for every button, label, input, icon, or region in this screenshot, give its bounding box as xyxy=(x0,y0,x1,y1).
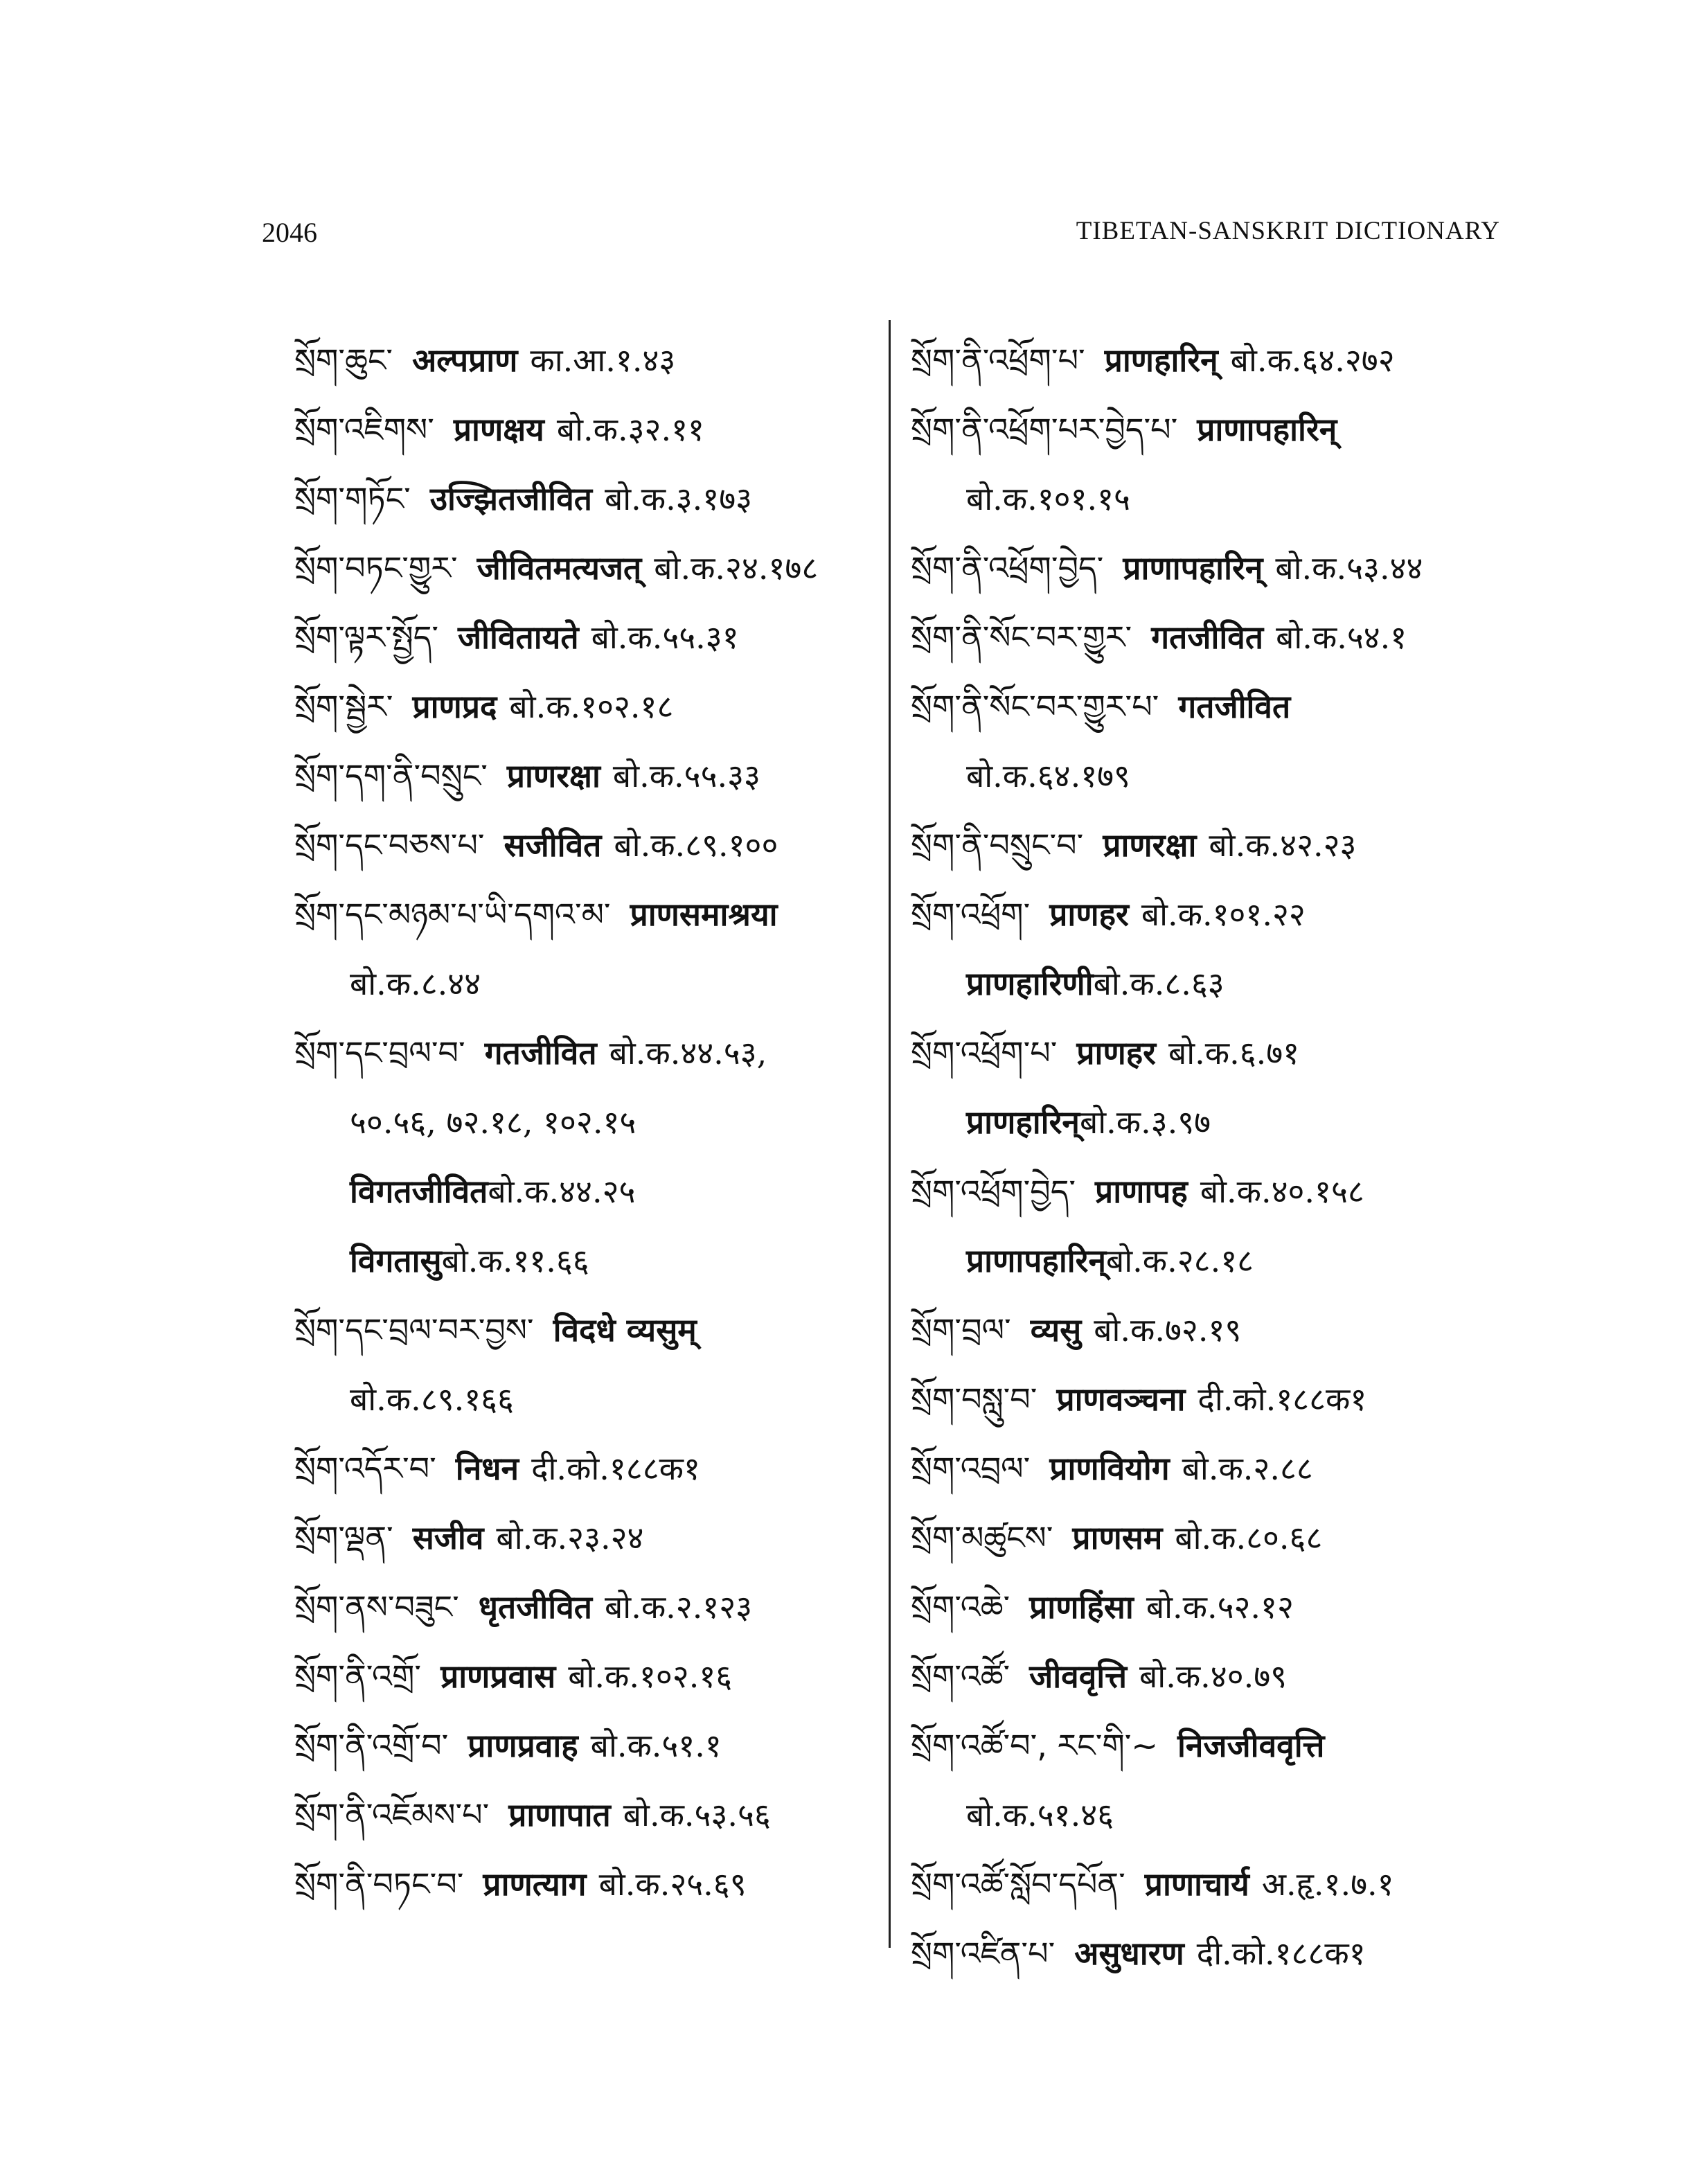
sanskrit-equivalent: व्यसु xyxy=(1030,1311,1082,1349)
source-reference: बो.क.१०१.१५ xyxy=(966,480,1130,517)
page-header xyxy=(0,216,1701,258)
source-reference: बो.क.४४.२५ xyxy=(488,1173,636,1210)
dictionary-entry-continuation xyxy=(911,1226,1527,1295)
tibetan-headword: སྲོག་ཆུང་ xyxy=(294,341,393,379)
dictionary-entry xyxy=(294,1018,869,1087)
tibetan-headword: སྲོག་བྲལ་ xyxy=(911,1311,1011,1349)
dictionary-entry-continuation xyxy=(294,1226,869,1295)
source-reference: बो.क.५५.३३ xyxy=(612,757,760,794)
dictionary-entry xyxy=(911,1642,1527,1711)
sanskrit-equivalent: प्राणापह xyxy=(1095,1173,1188,1210)
tibetan-headword: སྲོག་བཏང་གྱུར་ xyxy=(294,549,458,587)
source-reference: बो.क.५३.४४ xyxy=(1275,549,1423,587)
dictionary-entry xyxy=(294,603,869,672)
dictionary-entry-continuation xyxy=(911,949,1527,1018)
dictionary-entry-continuation xyxy=(911,741,1527,810)
tibetan-headword: སྲོག་ནི་འཕྲོག་བྱེད་ xyxy=(911,549,1104,587)
source-reference: बो.क.८९.१६६ xyxy=(350,1380,514,1418)
sanskrit-equivalent: प्राणापहारिन् xyxy=(1197,411,1337,448)
sanskrit-equivalent: गतजीवित xyxy=(1178,688,1291,725)
tibetan-headword: སྲོག་ནི་སོང་བར་གྱུར་ xyxy=(911,619,1132,656)
dictionary-entry xyxy=(911,672,1527,741)
dictionary-entry xyxy=(294,1642,869,1711)
dictionary-entry xyxy=(911,1365,1527,1434)
tibetan-headword: སྲོག་འཛིན་པ་ xyxy=(911,1935,1056,1972)
sanskrit-equivalent: सजीव xyxy=(412,1519,484,1556)
dictionary-entry xyxy=(294,672,869,741)
dictionary-entry xyxy=(911,533,1527,603)
dictionary-entry xyxy=(294,1711,869,1780)
sanskrit-equivalent: उज्झितजीवित xyxy=(429,480,592,517)
source-reference: बो.क.६.७१ xyxy=(1168,1034,1300,1072)
dictionary-entry xyxy=(294,741,869,810)
source-reference: बो.क.४०.१५८ xyxy=(1200,1173,1364,1210)
tibetan-headword: སྲོག་འཚོ་སློབ་དཔོན་ xyxy=(911,1865,1125,1903)
source-reference: बो.क.११.६६ xyxy=(441,1242,589,1279)
tibetan-headword: སྲོག་དག་ནི་བསྲུང་ xyxy=(294,757,488,794)
tibetan-headword: སྲོག་གཏོང་ xyxy=(294,480,411,517)
sanskrit-equivalent: प्राणसम xyxy=(1072,1519,1163,1556)
source-reference: बो.क.५३.५६ xyxy=(623,1796,771,1834)
sanskrit-equivalent: प्राणप्रवास xyxy=(440,1658,556,1695)
source-reference: दी.को.१८८क१ xyxy=(531,1450,700,1487)
tibetan-headword: སྲོག་མཚུངས་ xyxy=(911,1519,1053,1556)
sanskrit-equivalent: प्राणप्रद xyxy=(412,688,497,725)
tibetan-headword: སྲོག་ནི་འཕྲོག་པར་བྱེད་པ་ xyxy=(911,411,1178,448)
source-reference: बो.क.२५.६९ xyxy=(598,1865,747,1903)
dictionary-entry xyxy=(911,880,1527,949)
sanskrit-equivalent: अल्पप्राण xyxy=(412,341,518,379)
source-reference: बो.क.३.९७ xyxy=(1079,1103,1211,1141)
dictionary-entry xyxy=(911,395,1527,464)
tibetan-headword: སྲོག་ནི་འགྲོ་ xyxy=(294,1658,422,1695)
dictionary-entry xyxy=(911,810,1527,880)
source-reference: बो.क.४४.५३, xyxy=(609,1034,767,1072)
dictionary-entry xyxy=(911,1919,1527,1988)
sanskrit-equivalent: असुधारण xyxy=(1074,1935,1184,1972)
tibetan-headword: སྲོག་ནི་འགྲོ་བ་ xyxy=(294,1727,449,1764)
sanskrit-equivalent: प्राणहारिणी xyxy=(966,965,1094,1002)
sanskrit-equivalent: जीववृत्ति xyxy=(1029,1658,1128,1695)
dictionary-entry xyxy=(911,603,1527,672)
sanskrit-equivalent: प्राणहर xyxy=(1049,896,1129,933)
sanskrit-equivalent: गतजीवित xyxy=(484,1034,597,1072)
source-reference: बो.क.२८.१८ xyxy=(1106,1242,1254,1279)
dictionary-entry xyxy=(294,810,869,880)
tibetan-headword: སྲོག་ལྟར་སྤྱོད་ xyxy=(294,619,439,656)
tibetan-headword: སྲོག་ནི་སོང་བར་གྱུར་པ་ xyxy=(911,688,1159,725)
source-reference: बो.क.५४.१ xyxy=(1276,619,1407,656)
dictionary-entry-continuation xyxy=(911,464,1527,533)
sanskrit-equivalent: विदधे व्यसुम् xyxy=(553,1311,697,1349)
tibetan-headword: སྲོག་ལྡན་ xyxy=(294,1519,393,1556)
sanskrit-equivalent: प्राणापात xyxy=(508,1796,611,1834)
sanskrit-equivalent: प्राणसमाश्रया xyxy=(630,896,778,933)
tibetan-headword: སྲོག་འདོར་བ་ xyxy=(294,1450,436,1487)
tibetan-headword: སྲོག་དང་བྲལ་བར་བྱས་ xyxy=(294,1311,534,1349)
sanskrit-equivalent: प्राणहारिन् xyxy=(1104,341,1218,379)
source-reference: बो.क.४०.७९ xyxy=(1139,1658,1288,1695)
sanskrit-equivalent: प्राणहारिन् xyxy=(966,1103,1080,1141)
source-reference: बो.क.८.६३ xyxy=(1093,965,1224,1002)
running-head: TIBETAN-SANSKRIT DICTIONARY xyxy=(1076,217,1500,245)
tibetan-headword: སྲོག་ནི་འཕྲོག་པ་ xyxy=(911,341,1085,379)
sanskrit-equivalent: प्राणापहारिन् xyxy=(1123,549,1263,587)
sanskrit-equivalent: प्राणवञ्चना xyxy=(1056,1380,1186,1418)
dictionary-entry xyxy=(294,1849,869,1919)
dictionary-entry xyxy=(911,1434,1527,1503)
source-reference: बो.क.४२.२३ xyxy=(1209,826,1357,864)
source-reference: बो.क.३.१७३ xyxy=(605,480,753,517)
right-column xyxy=(911,326,1527,1988)
tibetan-headword: སྲོག་འབྲལ་ xyxy=(911,1450,1031,1487)
sanskrit-equivalent: प्राणाचार्य xyxy=(1144,1865,1249,1903)
sanskrit-equivalent: प्राणक्षय xyxy=(453,411,544,448)
dictionary-entry xyxy=(911,1849,1527,1919)
tibetan-headword: སྲོག་ནི་འཇོམས་པ་ xyxy=(294,1796,490,1834)
tibetan-headword: སྲོག་འཕྲོག་བྱེད་ xyxy=(911,1173,1076,1210)
tibetan-headword: སྲོག་སྦྱེར་ xyxy=(294,688,393,725)
source-reference: बो.क.१०१.२२ xyxy=(1141,896,1306,933)
tibetan-headword: སྲོག་འཆེ་ xyxy=(911,1588,1010,1626)
dictionary-entry xyxy=(294,880,869,949)
source-reference: बो.क.८९.१०० xyxy=(614,826,778,864)
dictionary-entry-continuation xyxy=(911,1780,1527,1849)
dictionary-entry xyxy=(911,1711,1527,1780)
dictionary-entry xyxy=(911,1018,1527,1087)
tibetan-headword: སྲོག་དང་བཅས་པ་ xyxy=(294,826,485,864)
left-column xyxy=(294,326,869,1919)
source-reference: ५०.५६, ७२.१८, १०२.१५ xyxy=(350,1103,636,1141)
source-reference: बो.क.५१.४६ xyxy=(966,1796,1114,1834)
sanskrit-equivalent: विगतासु xyxy=(350,1242,442,1279)
sanskrit-equivalent: प्राणहर xyxy=(1076,1034,1156,1072)
tibetan-headword: སྲོག་འཕྲོག་ xyxy=(911,896,1031,933)
source-reference: दी.को.१८८क१ xyxy=(1196,1935,1366,1972)
dictionary-entry xyxy=(294,1503,869,1572)
source-reference: बो.क.६४.१७९ xyxy=(966,757,1130,794)
dictionary-entry-continuation xyxy=(911,1087,1527,1157)
source-reference: बो.क.१०२.१८ xyxy=(509,688,674,725)
dictionary-entry xyxy=(911,1503,1527,1572)
source-reference: का.आ.१.४३ xyxy=(530,341,676,379)
dictionary-entry xyxy=(294,464,869,533)
dictionary-entry xyxy=(294,395,869,464)
tibetan-headword: སྲོག་འཚོ་བ་, རང་གི་~ xyxy=(911,1727,1158,1764)
sanskrit-equivalent: विगतजीवित xyxy=(350,1173,488,1210)
page-number: 2046 xyxy=(262,217,317,248)
dictionary-entry xyxy=(294,533,869,603)
source-reference: बो.क.५१.१ xyxy=(590,1727,722,1764)
sanskrit-equivalent: सजीवित xyxy=(504,826,602,864)
dictionary-entry xyxy=(294,1434,869,1503)
source-reference: बो.क.२.१२३ xyxy=(605,1588,753,1626)
tibetan-headword: སྲོག་བསླུ་བ་ xyxy=(911,1380,1037,1418)
source-reference: अ.हृ.१.७.१ xyxy=(1261,1865,1394,1903)
dictionary-entry-continuation xyxy=(294,1157,869,1226)
tibetan-headword: སྲོག་འཇིགས་ xyxy=(294,411,434,448)
source-reference: बो.क.१०२.१६ xyxy=(568,1658,733,1695)
sanskrit-equivalent: प्राणहिंसा xyxy=(1029,1588,1134,1626)
source-reference: बो.क.८.४४ xyxy=(350,965,481,1002)
tibetan-headword: སྲོག་དང་མཉམ་པ་ཡི་དགའ་མ་ xyxy=(294,896,611,933)
sanskrit-equivalent: निधन xyxy=(455,1450,519,1487)
source-reference: बो.क.५२.१२ xyxy=(1146,1588,1294,1626)
dictionary-entry-continuation xyxy=(294,1087,869,1157)
source-reference: बो.क.६४.२७२ xyxy=(1230,341,1395,379)
column-divider xyxy=(889,320,891,1948)
dictionary-entry xyxy=(294,1780,869,1849)
dictionary-entry-continuation xyxy=(294,1365,869,1434)
tibetan-headword: སྲོག་ནི་བཏང་བ་ xyxy=(294,1865,464,1903)
source-reference: बो.क.२४.१७८ xyxy=(654,549,819,587)
source-reference: बो.क.३२.११ xyxy=(556,411,704,448)
tibetan-headword: སྲོག་འཚོ་ xyxy=(911,1658,1010,1695)
sanskrit-equivalent: प्राणापहारिन् xyxy=(966,1242,1106,1279)
sanskrit-equivalent: गतजीवित xyxy=(1151,619,1264,656)
sanskrit-equivalent: जीवितायते xyxy=(458,619,579,656)
dictionary-entry xyxy=(911,1295,1527,1365)
sanskrit-equivalent: प्राणवियोग xyxy=(1049,1450,1170,1487)
dictionary-entry-continuation xyxy=(294,949,869,1018)
sanskrit-equivalent: प्राणरक्षा xyxy=(506,757,600,794)
dictionary-entry xyxy=(911,326,1527,395)
source-reference: बो.क.२३.२४ xyxy=(496,1519,644,1556)
source-reference: दी.को.१८८क१ xyxy=(1197,1380,1367,1418)
tibetan-headword: སྲོག་ནི་བསྲུང་བ་ xyxy=(911,826,1084,864)
dictionary-entry xyxy=(294,326,869,395)
dictionary-entry xyxy=(911,1572,1527,1642)
sanskrit-equivalent: प्राणत्याग xyxy=(483,1865,587,1903)
sanskrit-equivalent: जीवितमत्यजत् xyxy=(477,549,642,587)
tibetan-headword: སྲོག་ནས་བཟུང་ xyxy=(294,1588,459,1626)
dictionary-entry xyxy=(911,1157,1527,1226)
dictionary-entry xyxy=(294,1572,869,1642)
sanskrit-equivalent: धृतजीवित xyxy=(478,1588,593,1626)
source-reference: बो.क.२.८८ xyxy=(1182,1450,1313,1487)
tibetan-headword: སྲོག་དང་བྲལ་བ་ xyxy=(294,1034,465,1072)
tibetan-headword: སྲོག་འཕྲོག་པ་ xyxy=(911,1034,1058,1072)
source-reference: बो.क.५५.३१ xyxy=(591,619,739,656)
source-reference: बो.क.८०.६८ xyxy=(1175,1519,1323,1556)
sanskrit-equivalent: निजजीववृत्ति xyxy=(1177,1727,1325,1764)
dictionary-entry xyxy=(294,1295,869,1365)
source-reference: बो.क.७२.१९ xyxy=(1094,1311,1242,1349)
sanskrit-equivalent: प्राणप्रवाह xyxy=(467,1727,578,1764)
sanskrit-equivalent: प्राणरक्षा xyxy=(1103,826,1197,864)
